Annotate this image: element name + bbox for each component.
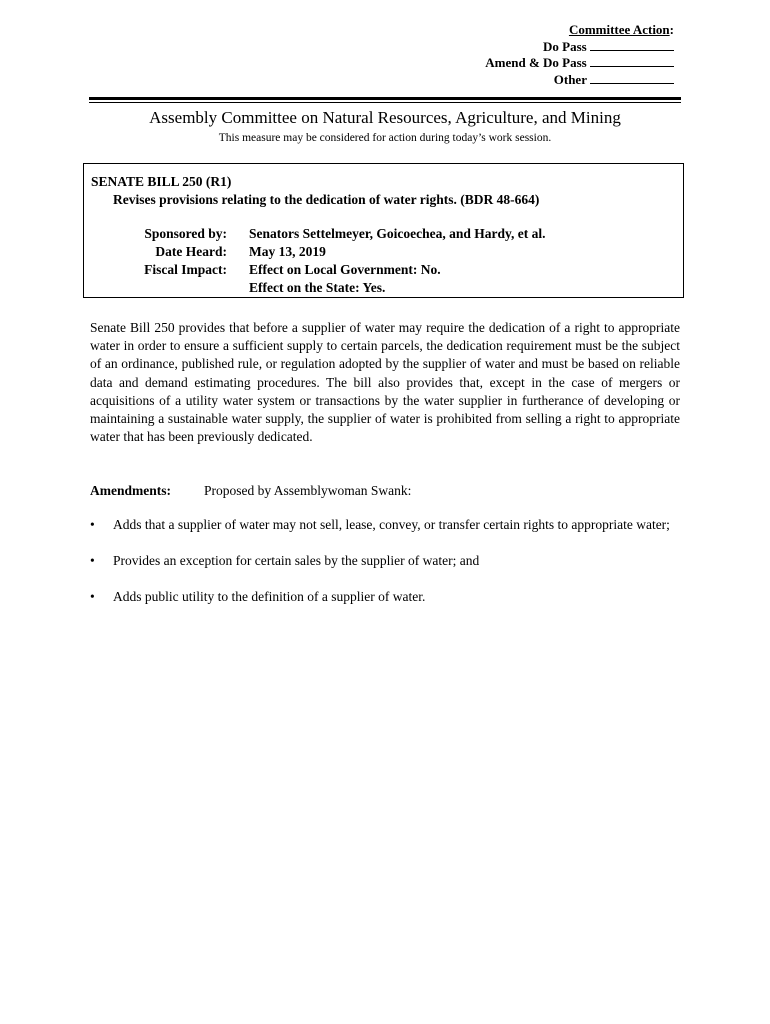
bullet-icon: •	[90, 517, 95, 532]
amend-do-pass-line	[485, 55, 674, 72]
bill-title: SENATE BILL 250 (R1)	[91, 174, 232, 189]
bill-summary: Senate Bill 250 provides that before a supplier of water may require the dedication of a right to appropriate water in order to ensure a sufficient supply to certain parcels, the dedication requirement must be the subject of an ordinance, published rule, or regulation adopted by the supplier of water and must be based on reliable data and demand estimating procedures. The bill also provides that, except in the case of mergers or acquisitions of a utility water system or transactions by the water supplier in furtherance of developing or maintaining a sustainable water supply, the supplier of water is prohibited from selling a right to appropriate water that has been previously dedicated.	[90, 320, 680, 445]
amendment-item	[90, 516, 680, 534]
do-pass-label: Do Pass	[543, 38, 587, 54]
amendment-item	[90, 588, 680, 606]
committee-subtitle: This measure may be considered for action during today’s work session.	[218, 132, 552, 144]
fiscal-impact-label: Fiscal Impact:	[144, 262, 227, 277]
committee-title: Assembly Committee on Natural Resources, Agriculture, and Mining	[149, 108, 621, 127]
committee-action-block	[485, 22, 674, 88]
amendment-text: Provides an exception for certain sales by the supplier of water; and	[113, 553, 480, 568]
other-line	[485, 72, 674, 89]
bill-meta-values	[249, 225, 545, 297]
date-heard-value: May 13, 2019	[249, 244, 326, 259]
amend-do-pass-blank	[590, 55, 674, 67]
other-label: Other	[553, 71, 587, 87]
bill-info-box	[83, 163, 684, 298]
date-heard-label: Date Heard:	[155, 244, 227, 259]
amendment-text: Adds that a supplier of water may not sell, lease, convey, or transfer certain rights to appropriate water;	[113, 517, 670, 532]
bill-description: Revises provisions relating to the dedication of water rights. (BDR 48-664)	[113, 192, 540, 207]
sponsored-label: Sponsored by:	[144, 226, 227, 241]
committee-action-colon: :	[669, 22, 674, 37]
amendments-label: Amendments:	[90, 483, 171, 498]
amendment-item	[90, 552, 680, 570]
committee-action-heading: Committee Action	[568, 22, 670, 37]
bullet-icon: •	[90, 553, 95, 568]
bullet-icon: •	[90, 589, 95, 604]
amendments-proposed-by: Proposed by Assemblywoman Swank:	[204, 483, 412, 498]
do-pass-blank	[590, 39, 674, 51]
header-divider-thick	[89, 97, 681, 100]
amend-do-pass-label: Amend & Do Pass	[485, 55, 587, 70]
bill-meta-labels	[84, 225, 227, 279]
fiscal-local-value: Effect on Local Government: No.	[249, 262, 441, 277]
amendment-text: Adds public utility to the definition of a supplier of water.	[113, 589, 426, 604]
amendments-list	[90, 516, 680, 606]
header-divider-thin	[89, 102, 681, 103]
other-blank	[590, 72, 674, 84]
sponsored-value: Senators Settelmeyer, Goicoechea, and Hardy, et al.	[249, 226, 546, 241]
fiscal-state-value: Effect on the State: Yes.	[249, 280, 386, 295]
committee-action-title	[485, 22, 674, 39]
do-pass-line	[485, 39, 674, 56]
